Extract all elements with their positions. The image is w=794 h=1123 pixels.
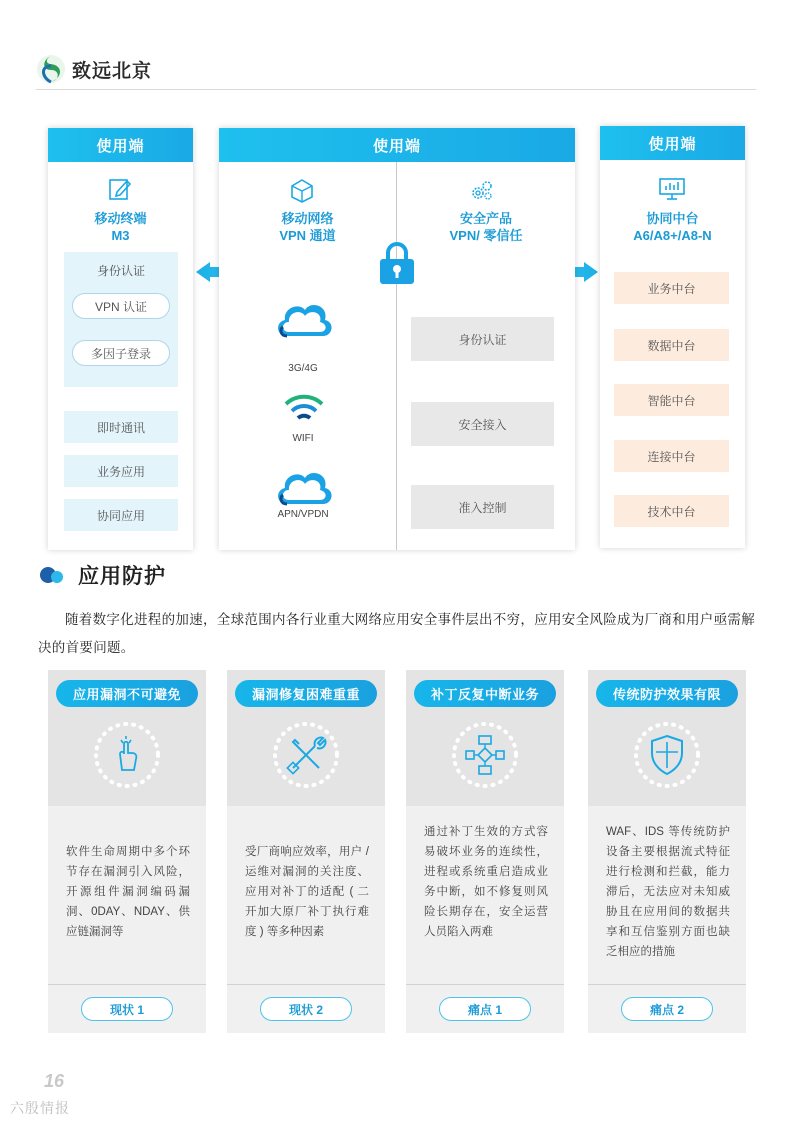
section-title: 应用防护 [78,565,166,588]
cloud-icon [273,464,335,510]
card-title: 漏洞修复困难重重 [235,680,377,707]
card-badge: 痛点 2 [621,997,713,1021]
network-label-apn-vpdn: APN/VPDN [277,509,329,520]
column-title: 安全产品 [459,211,512,226]
card-traditional-defense [588,670,746,1033]
pill-mfa-login: 多因子登录 [72,340,170,366]
shield-icon [632,720,702,790]
identity-auth-block [64,252,178,387]
card-app-vulnerability [48,670,206,1033]
card-title: 传统防护效果有限 [596,680,738,707]
card-badge: 现状 1 [81,997,173,1021]
lock-icon [377,240,417,286]
card-text: 受厂商响应效率，用户 / 运维对漏洞的关注度、应用对补丁的适配 ( 二开加大原厂补丁执行难度 ) 等多种因素 [245,846,369,938]
section-intro: 随着数字化进程的加速，全球范围内各行业重大网络应用安全事件层出不穷，应用安全风险成为厂商和用户亟需解决的首要问题。 [38,612,755,655]
column-subtitle: VPN/ 零信任 [449,228,523,243]
edit-icon [107,176,133,202]
card-title: 应用漏洞不可避免 [56,680,198,707]
card-patch-difficulty [227,670,385,1033]
panel-header: 使用端 [219,128,575,162]
identity-auth-title: 身份认证 [96,264,145,278]
pill-vpn-auth: VPN 认证 [72,293,170,319]
column-title: 协同中台 [646,211,699,226]
network-label-wifi: WIFI [292,433,314,444]
panel-collab-platform [600,126,745,548]
gears-icon [469,178,495,204]
tools-icon [271,720,341,790]
cloud-icon [273,296,335,342]
card-text: WAF、IDS 等传统防护设备主要根据流式特征进行检测和拦截，能力滞后，无法应对未知威胁且在应用间的数据共享和互信鉴别方面也缺乏相应的措施 [606,826,730,958]
network-label-3g4g: 3G/4G [288,363,318,374]
wifi-icon [282,392,326,428]
page-number: 16 [44,1071,65,1091]
card-text: 软件生命周期中多个环节存在漏洞引入风险，开源组件漏洞编码漏洞、0DAY、NDAY、供应链漏洞等 [66,846,190,938]
card-badge: 痛点 1 [439,997,531,1021]
brand-name: 致远北京 [72,60,153,82]
card-badge: 现状 2 [260,997,352,1021]
card-patch-interrupt [406,670,564,1033]
panel-header: 使用端 [48,128,193,162]
panel-network-security [219,128,575,550]
column-subtitle: A6/A8+/A8-N [633,228,712,243]
column-subtitle: VPN 通道 [279,228,336,243]
box-ai-platform: 智能中台 [614,384,729,416]
brand-logo [36,54,152,84]
box-instant-messaging: 即时通讯 [64,411,178,443]
section-heading [40,560,166,590]
brand-logo-icon [36,54,66,84]
column-title: 移动网络 [281,211,334,226]
box-tech-platform: 技术中台 [614,495,729,527]
box-secure-access: 安全接入 [411,402,554,446]
box-connect-platform: 连接中台 [614,440,729,472]
hand-click-icon [92,720,162,790]
panel-header: 使用端 [600,126,745,160]
box-business-app: 业务应用 [64,455,178,487]
section-bullet-icon [40,565,66,585]
monitor-chart-icon [658,176,686,202]
box-business-platform: 业务中台 [614,272,729,304]
box-identity-auth: 身份认证 [411,317,554,361]
column-subtitle: M3 [111,228,130,243]
header-divider [36,89,756,90]
box-data-platform: 数据中台 [614,329,729,361]
card-title: 补丁反复中断业务 [414,680,556,707]
box-collab-app: 协同应用 [64,499,178,531]
column-title: 移动终端 [94,211,147,226]
card-text: 通过补丁生效的方式容易破坏业务的连续性，进程或系统重启造成业务中断，如不修复则风险长期存在，安全运营人员陷入两难 [424,826,548,938]
flowchart-icon [450,720,520,790]
panel-mobile-terminal [48,128,193,550]
watermark: 六殷情报 [10,1100,70,1116]
cube-network-icon [289,178,315,204]
box-admission-control: 准入控制 [411,485,554,529]
